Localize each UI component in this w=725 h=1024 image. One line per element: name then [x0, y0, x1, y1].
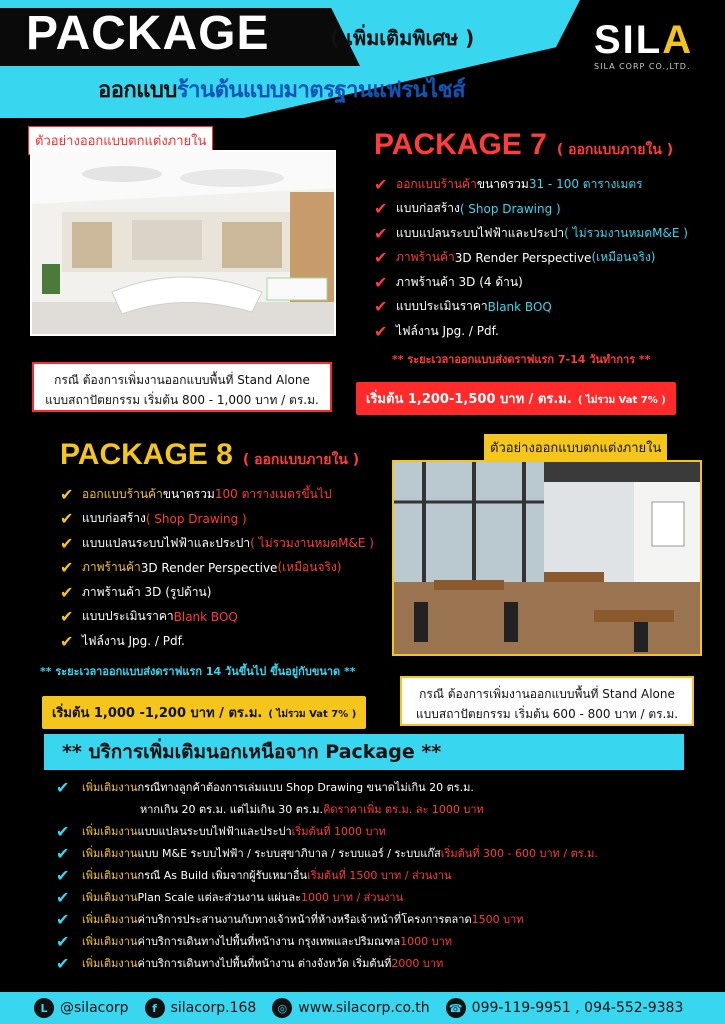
- globe-icon: ◎: [272, 998, 292, 1018]
- item-text: แบบประเมินราคา: [82, 609, 174, 624]
- p8-timeline-note: ** ระยะเวลาออกแบบส่งดราฟแรก 14 วันขึ้นไป ขึ้นอยู่กับขนาด **: [40, 665, 356, 678]
- item-highlight: เพิ่มเติมงาน: [82, 781, 138, 794]
- p7-price-text: เริ่มต้น 1,200-1,500 บาท / ตร.ม.: [366, 392, 572, 407]
- item-price: 1000 บาท: [400, 935, 452, 948]
- item-text: ค่าบริการประสานงานกับทางเจ้าหน้าที่ห้างหรือเจ้าหน้าที่โครงการตลาด: [137, 913, 472, 926]
- p8-standalone-line1: กรณี ต้องการเพิ่มงานออกแบบพื้นที่ Stand Alone: [419, 687, 675, 701]
- sila-logo: [594, 20, 704, 71]
- p7-standalone-line1: กรณี ต้องการเพิ่มงานออกแบบพื้นที่ Stand Alone: [54, 373, 310, 387]
- item-text: กรณีทางลูกค้าต้องการเล่มแบบ Shop Drawing ขนาดไม่เกิน 20 ตร.ม.: [137, 781, 474, 794]
- item-text: ไฟล์งาน Jpg. / Pdf.: [82, 633, 185, 648]
- package8-title: [60, 438, 359, 472]
- footer-web-text: www.silacorp.co.th: [298, 1000, 430, 1016]
- check-icon: ✔: [56, 931, 70, 951]
- check-icon: ✔: [374, 174, 388, 194]
- check-icon: ✔: [56, 909, 70, 929]
- p7-interior-photo: [30, 150, 336, 336]
- list-item: [374, 319, 688, 344]
- footer-facebook-text: silacorp.168: [170, 1000, 257, 1016]
- list-item: [60, 580, 374, 605]
- item-highlight: เพิ่มเติมงาน: [82, 891, 138, 904]
- item-highlight: เพิ่มเติมงาน: [82, 847, 138, 860]
- item-price: 1500 บาท: [471, 913, 524, 926]
- page-title: PACKAGE: [26, 7, 270, 60]
- list-item: [374, 221, 688, 246]
- item-highlight: เพิ่มเติมงาน: [82, 869, 138, 882]
- item-text: ภาพร้านค้า 3D (4 ด้าน): [396, 274, 523, 289]
- item-highlight: เพิ่มเติมงาน: [82, 825, 138, 838]
- p8-sample-label: ตัวอย่างออกแบบตกแต่งภายใน: [484, 434, 667, 461]
- item-text: Plan Scale แต่ละส่วนงาน แผ่นละ: [137, 891, 302, 904]
- p7-timeline-note: ** ระยะเวลาออกแบบส่งดราฟแรก 7-14 วันทำการ **: [392, 353, 651, 366]
- p7-title-note: ( ออกแบบภายใน ): [556, 142, 674, 158]
- extras-list: [56, 776, 598, 974]
- check-icon: ✔: [56, 887, 70, 907]
- item-price: 2000 บาท: [391, 957, 444, 970]
- item-highlight: ภาพร้านค้า: [396, 250, 455, 265]
- p8-price-text: เริ่มต้น 1,000 -1,200 บาท / ตร.ม.: [52, 706, 263, 721]
- item-highlight-2: ( ไม่รวมงานหมดM&E ): [564, 225, 688, 240]
- item-highlight-2: 100 ตารางเมตรขึ้นไป: [214, 486, 332, 501]
- footer-facebook[interactable]: [145, 998, 257, 1018]
- item-text: แบบแปลนระบบไฟฟ้าและประปา: [137, 825, 292, 838]
- item-text: กรณี As Build เพิ่มจากผู้รับเหมาอื่น: [137, 869, 308, 882]
- check-icon: ✔: [56, 865, 70, 885]
- p8-standalone-line2: แบบสถาปัตยกรรม เริ่มต้น 600 - 800 บาท / ตร.ม.: [415, 707, 679, 721]
- p8-vat: ( ไม่รวม Vat 7% ): [268, 709, 357, 720]
- check-icon: ✔: [374, 199, 388, 219]
- item-highlight-2: Blank BOQ: [487, 299, 552, 314]
- footer-phone-text: 099-119-9951 , 094-552-9383: [471, 1000, 684, 1016]
- item-highlight-2: ( ไม่รวมงานหมดM&E ): [250, 535, 374, 550]
- check-icon: ✔: [60, 509, 74, 529]
- p8-price: [42, 696, 366, 729]
- subtitle-accent: ร้านต้นแบบมาตรฐานแฟรนไชส์: [176, 78, 466, 103]
- list-item: [374, 295, 688, 320]
- p7-sample-label: ตัวอย่างออกแบบตกแต่งภายใน: [28, 126, 213, 155]
- item-highlight-2: Blank BOQ: [173, 609, 238, 624]
- list-item: [56, 798, 598, 820]
- item-text: ขนาดรวม: [162, 486, 215, 501]
- p7-price: [356, 382, 676, 415]
- item-highlight-2: ( Shop Drawing ): [145, 511, 247, 526]
- list-item: [374, 246, 688, 271]
- item-highlight: ออกแบบร้านค้า: [82, 486, 163, 501]
- facebook-icon: f: [145, 998, 165, 1018]
- footer-line[interactable]: [34, 998, 129, 1018]
- item-price: คิดราคาเพิ่ม ตร.ม. ละ 1000 บาท: [323, 803, 484, 816]
- check-icon: ✔: [56, 777, 70, 797]
- logo-word-left: SIL: [594, 18, 663, 62]
- footer-phone[interactable]: [446, 998, 684, 1018]
- item-text: หากเกิน 20 ตร.ม. แต่ไม่เกิน 30 ตร.ม.: [140, 803, 324, 816]
- item-text: แบบแปลนระบบไฟฟ้าและประปา: [82, 535, 251, 550]
- item-text: แบบแปลนระบบไฟฟ้าและประปา: [396, 225, 565, 240]
- item-highlight: เพิ่มเติมงาน: [82, 935, 138, 948]
- item-text: 3D Render Perspective: [454, 250, 592, 265]
- list-item: [56, 776, 598, 798]
- list-item: [60, 629, 374, 654]
- item-highlight-2: (เหมือนจริง): [591, 250, 656, 265]
- item-text: ไฟล์งาน Jpg. / Pdf.: [396, 323, 499, 338]
- title-extra: ( เพิ่มเติมพิเศษ ): [330, 26, 475, 50]
- phone-icon: ☎: [446, 998, 466, 1018]
- list-item: [56, 864, 598, 886]
- list-item: [374, 197, 688, 222]
- check-icon: ✔: [56, 953, 70, 973]
- check-icon: ✔: [374, 248, 388, 268]
- item-text: 3D Render Perspective: [140, 560, 278, 575]
- line-icon: L: [34, 998, 54, 1018]
- check-icon: ✔: [374, 223, 388, 243]
- p8-title-note: ( ออกแบบภายใน ): [242, 452, 360, 468]
- subtitle-prefix: ออกแบบ: [98, 78, 177, 103]
- item-text: แบบ M&E ระบบไฟฟ้า / ระบบสุขาภิบาล / ระบบแอร์ / ระบบแก๊ส: [137, 847, 441, 860]
- item-text: แบบประเมินราคา: [396, 299, 488, 314]
- check-icon: ✔: [60, 484, 74, 504]
- item-text: ค่าบริการเดินทางไปพื้นที่หน้างาน ต่างจังหวัด เริ่มต้นที่: [137, 957, 392, 970]
- item-highlight: เพิ่มเติมงาน: [82, 913, 138, 926]
- check-icon: ✔: [56, 843, 70, 863]
- check-icon: ✔: [60, 533, 74, 553]
- item-text: แบบก่อสร้าง: [82, 511, 146, 526]
- footer-line-text: @silacorp: [60, 1000, 129, 1016]
- p7-vat: ( ไม่รวม Vat 7% ): [577, 395, 666, 406]
- check-icon: ✔: [60, 582, 74, 602]
- p7-title-text: PACKAGE 7: [374, 128, 547, 161]
- item-price: เริ่มต้นที่ 1500 บาท / ส่วนงาน: [307, 869, 452, 882]
- list-item: [56, 930, 598, 952]
- p8-title-text: PACKAGE 8: [60, 438, 233, 471]
- item-text: แบบก่อสร้าง: [396, 201, 460, 216]
- check-icon: ✔: [56, 821, 70, 841]
- p8-standalone-note: [400, 676, 694, 726]
- item-highlight: เพิ่มเติมงาน: [82, 957, 138, 970]
- p7-standalone-line2: แบบสถาปัตยกรรม เริ่มต้น 800 - 1,000 บาท / ตร.ม.: [45, 393, 319, 407]
- item-price: เริ่มต้นที่ 300 - 600 บาท / ตร.ม.: [440, 847, 598, 860]
- list-item: [56, 908, 598, 930]
- check-icon: ✔: [374, 297, 388, 317]
- item-highlight-2: (เหมือนจริง): [277, 560, 342, 575]
- list-item: [60, 556, 374, 581]
- check-icon: ✔: [60, 558, 74, 578]
- footer-contact-bar: [0, 992, 725, 1024]
- page-subtitle: [98, 72, 465, 107]
- footer-website[interactable]: [272, 998, 429, 1018]
- list-item: [60, 482, 374, 507]
- list-item: [56, 842, 598, 864]
- item-price: 1000 บาท / ส่วนงาน: [301, 891, 404, 904]
- list-item: [60, 605, 374, 630]
- item-highlight-2: 31 - 100 ตารางเมตร: [528, 176, 643, 191]
- list-item: [374, 172, 688, 197]
- item-highlight-2: ( Shop Drawing ): [459, 201, 561, 216]
- item-text: ภาพร้านค้า 3D (รูปด้าน): [82, 584, 212, 599]
- item-text: ขนาดรวม: [476, 176, 529, 191]
- check-icon: ✔: [60, 631, 74, 651]
- list-item: [60, 531, 374, 556]
- item-text: ค่าบริการเดินทางไปพื้นที่หน้างาน กรุงเทพและปริมณฑล: [137, 935, 401, 948]
- package7-list: [374, 172, 688, 344]
- item-highlight: ภาพร้านค้า: [82, 560, 141, 575]
- item-price: เริ่มต้นที่ 1000 บาท: [291, 825, 386, 838]
- check-icon: ✔: [60, 607, 74, 627]
- list-item: [56, 886, 598, 908]
- logo-company-name: SILA CORP CO.,LTD.: [594, 62, 691, 71]
- item-highlight: ออกแบบร้านค้า: [396, 176, 477, 191]
- extras-title: ** บริการเพิ่มเติมนอกเหนือจาก Package **: [44, 734, 684, 770]
- check-icon: ✔: [374, 321, 388, 341]
- package7-title: [374, 128, 673, 162]
- package8-list: [60, 482, 374, 654]
- p8-interior-photo: [392, 460, 702, 656]
- check-icon: ✔: [374, 272, 388, 292]
- list-item: [56, 820, 598, 842]
- list-item: [60, 507, 374, 532]
- logo-word-right: A: [662, 18, 694, 62]
- list-item: [56, 952, 598, 974]
- list-item: [374, 270, 688, 295]
- p7-standalone-note: [32, 362, 332, 412]
